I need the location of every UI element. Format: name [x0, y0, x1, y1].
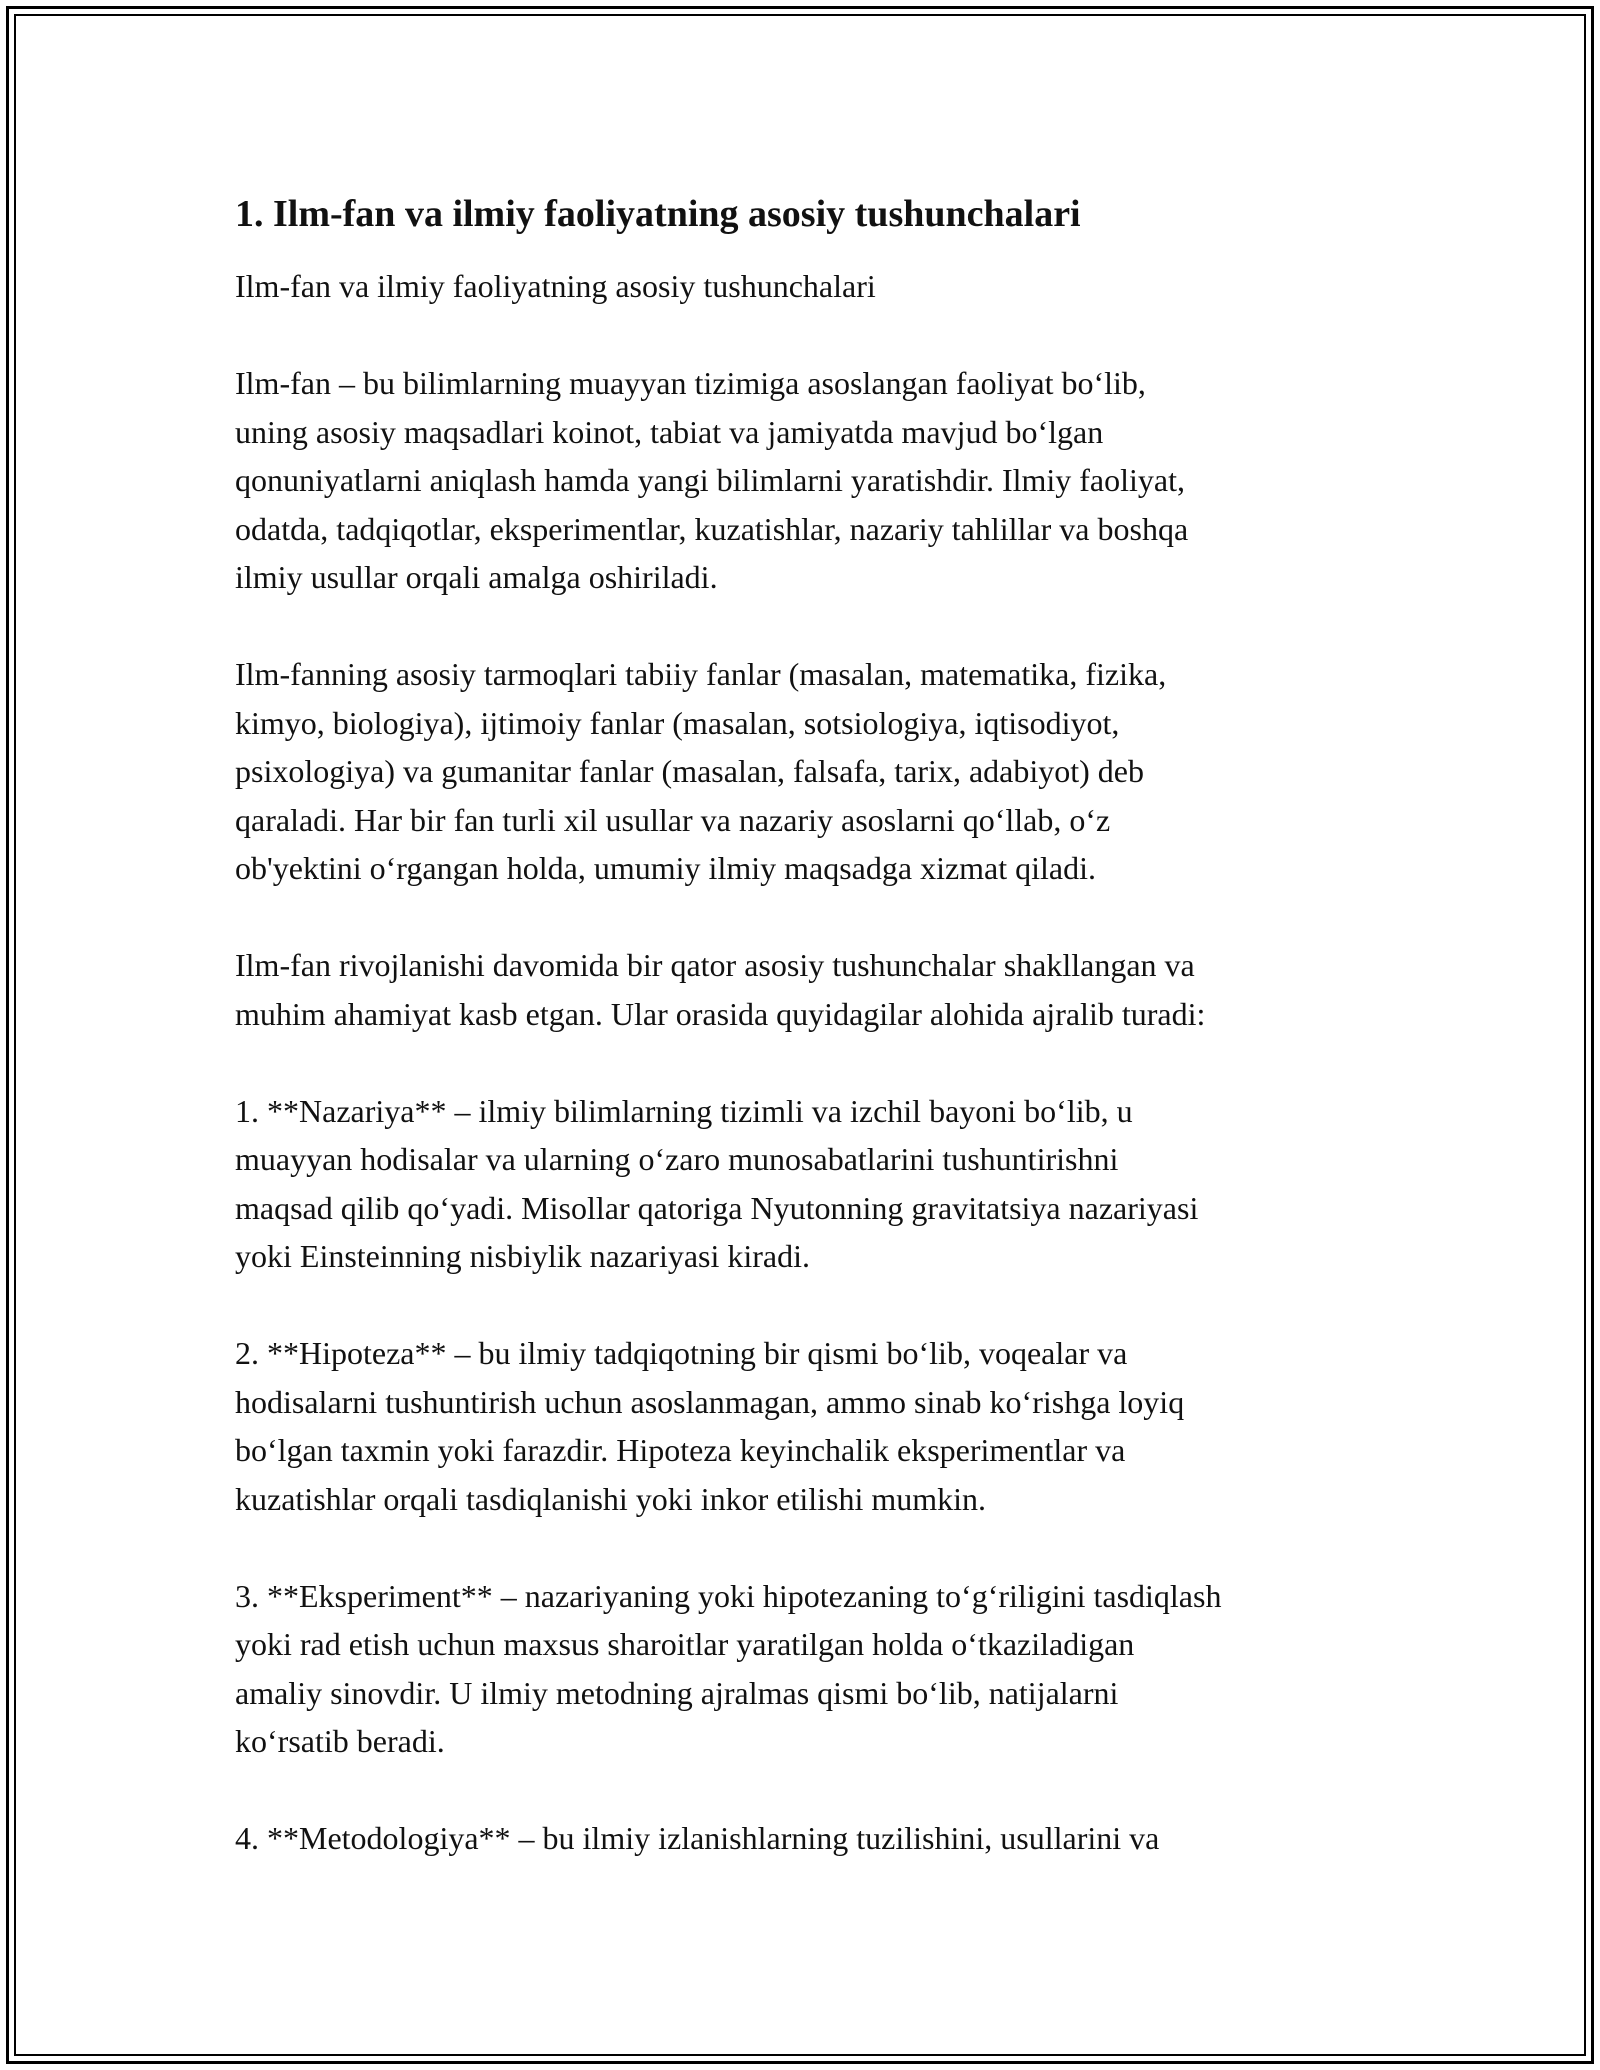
paragraph-hipoteza: 2. **Hipoteza** – bu ilmiy tadqiqotning bir qismi bo‘lib, voqealar va hodisalarni tushuntirish uchun asoslanmagan, ammo sinab ko‘rishga loyiq bo‘lgan taxmin yoki farazdir. Hipoteza keyinchalik eksperimentlar va kuzatishlar orqali tasdiqlanishi yoki inkor etilishi mumkin. — [235, 1335, 1185, 1517]
paragraph-nazariya: 1. **Nazariya** – ilmiy bilimlarning tizimli va izchil bayoni bo‘lib, u muayyan hodisalar va ularning o‘zaro munosabatlarini tushuntirishni maqsad qilib qo‘yadi. Misollar qatoriga Nyutonning gravitatsiya nazariyasi yoki Einsteinning nisbiylik nazariyasi kiradi. — [235, 1092, 1199, 1274]
paragraph-key-concepts-intro: Ilm-fan rivojlanishi davomida bir qator asosiy tushunchalar shakllangan va muhim ahamiyat kasb etgan. Ular orasida quyidagilar alohida ajralib turadi: — [235, 947, 1206, 1032]
document-body — [235, 188, 1405, 1911]
paragraph-eksperiment: 3. **Eksperiment** – nazariyaning yoki hipotezaning to‘g‘riligini tasdiqlash yoki rad etish uchun maxsus sharoitlar yaratilgan holda o‘tkaziladigan amaliy sinovdir. U ilmiy metodning ajralmas qismi bo‘lib, natijalarni ko‘rsatib beradi. — [235, 1577, 1222, 1759]
paragraph-science-branches: Ilm-fanning asosiy tarmoqlari tabiiy fanlar (masalan, matematika, fizika, kimyo, biologiya), ijtimoiy fanlar (masalan, sotsiologiya, iqtisodiyot, psixologiya) va gumanitar fanlar (masalan, falsafa, tarix, adabiyot) deb qaraladi. Har bir fan turli xil usullar va nazariy asoslarni qo‘llab, o‘z ob'yektini o‘rgangan holda, umumiy ilmiy maqsadga xizmat qiladi. — [235, 656, 1167, 886]
paragraph-ilm-fan-definition: Ilm-fan – bu bilimlarning muayyan tizimiga asoslangan faoliyat bo‘lib, uning asosiy maqsadlari koinot, tabiat va jamiyatda mavjud bo‘lgan qonuniyatlarni aniqlash hamda yangi bilimlarni yaratishdir. Ilmiy faoliyat, odatda, tadqiqotlar, eksperimentlar, kuzatishlar, nazariy tahlillar va boshqa ilmiy usullar orqali amalga oshiriladi. — [235, 365, 1189, 595]
document-title: 1. Ilm-fan va ilmiy faoliyatning asosiy tushunchalari — [235, 193, 1081, 235]
paragraph-subtitle: Ilm-fan va ilmiy faoliyatning asosiy tushunchalari — [235, 268, 876, 304]
paragraph-metodologiya: 4. **Metodologiya** – bu ilmiy izlanishlarning tuzilishini, usullarini va — [235, 1820, 1160, 1856]
